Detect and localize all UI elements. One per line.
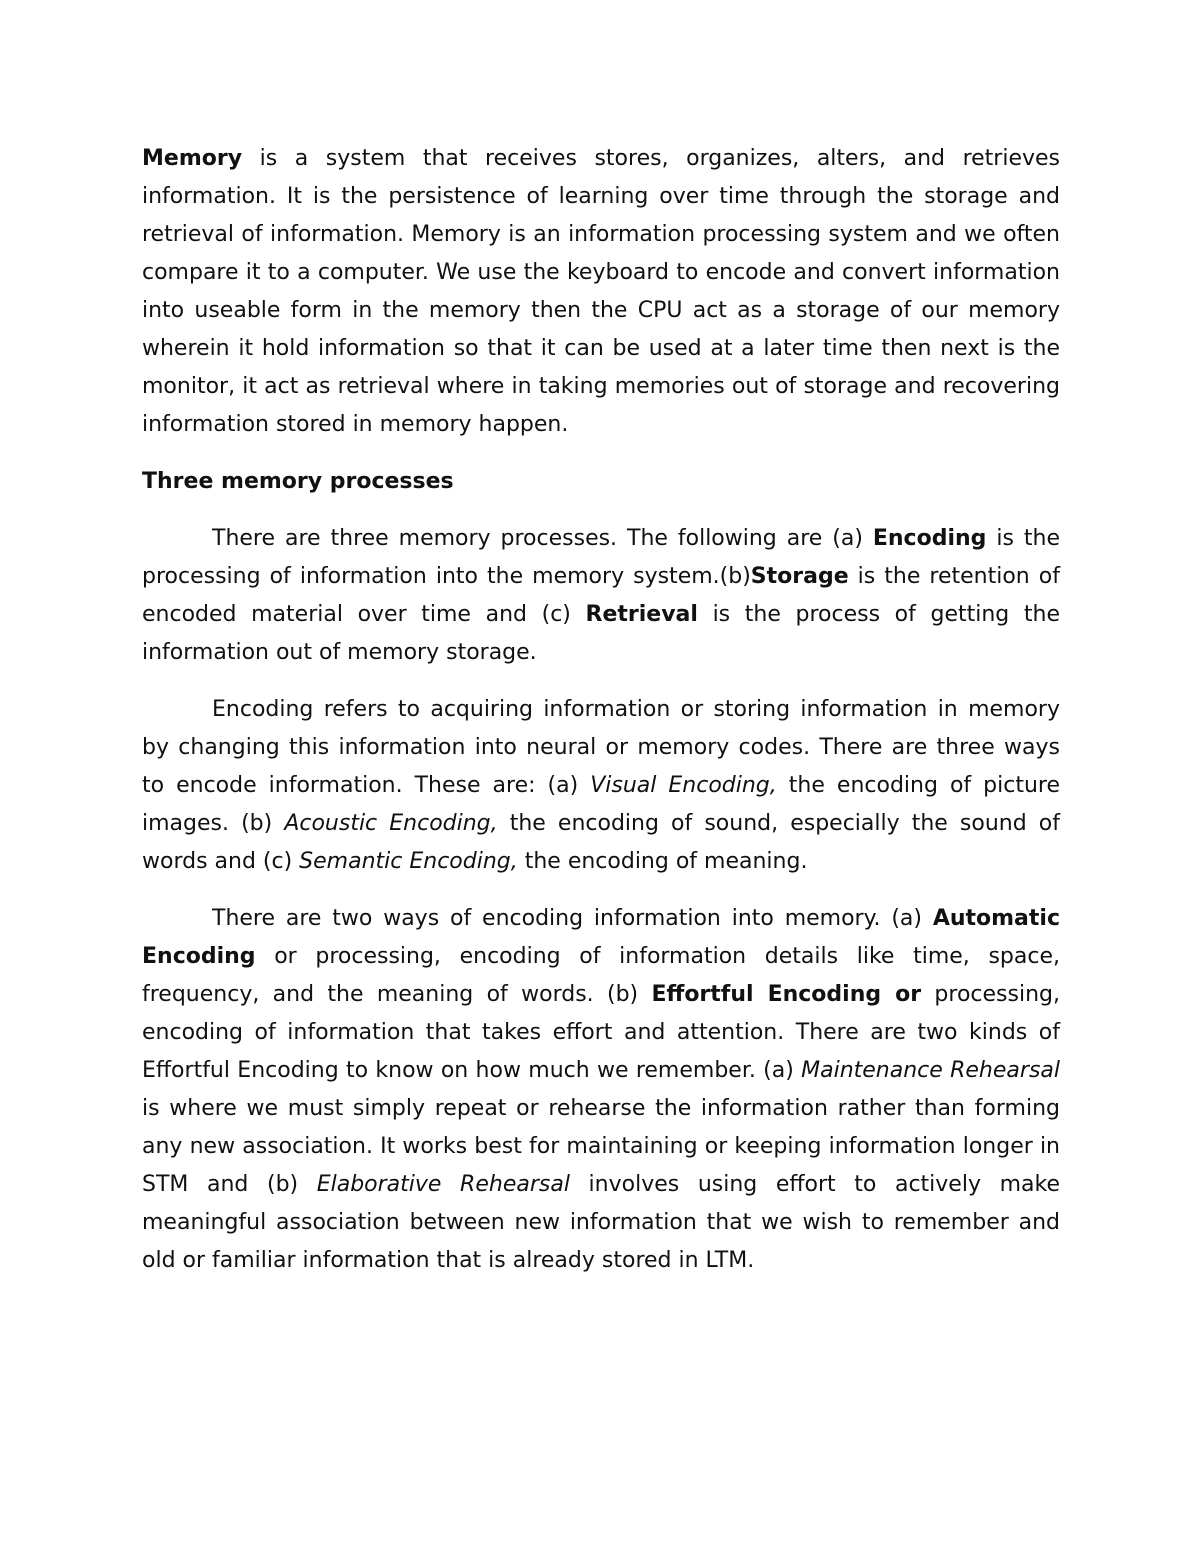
term-visual-encoding: Visual Encoding, [590, 773, 777, 798]
term-memory: Memory [142, 146, 243, 171]
paragraph-three-processes [142, 520, 1060, 672]
paragraph-text: processing, encoding of information that takes effort and attention. There are two kinds of Effortful Encoding to know on how much we remember. (a) [142, 982, 1060, 1083]
term-elaborative-rehearsal: Elaborative Rehearsal [316, 1172, 570, 1197]
paragraph-text: Encoding refers to acquiring information or storing information in memory by changing this information into neural or memory codes. There are three ways to encode information. These are: (a) [142, 697, 1060, 798]
paragraph-encoding-ways [142, 900, 1060, 1280]
paragraph-text: There are two ways of encoding information into memory. (a) [212, 906, 933, 931]
term-acoustic-encoding: Acoustic Encoding, [284, 811, 498, 836]
paragraph-text: is the processing of information into the memory system.(b) [142, 526, 1060, 589]
paragraph-text: is the process of getting the information out of memory storage. [142, 602, 1061, 665]
paragraph-encoding-types [142, 691, 1060, 881]
paragraph-text: involves using effort to actively make meaningful association between new information that we wish to remember and old or familiar information that is already stored in LTM. [142, 1172, 1060, 1273]
paragraph-text: the encoding of picture images. (b) [142, 773, 1060, 836]
paragraph-text: is the retention of encoded material over time and (c) [142, 564, 1060, 627]
term-retrieval: Retrieval [585, 602, 698, 627]
term-effortful-encoding: Effortful Encoding or [651, 982, 922, 1007]
term-storage: Storage [750, 564, 849, 589]
term-maintenance-rehearsal: Maintenance Rehearsal [801, 1058, 1060, 1083]
document-body [142, 140, 1060, 1299]
term-encoding: Encoding [872, 526, 987, 551]
paragraph-text: is a system that receives stores, organizes, alters, and retrieves information. It is the persistence of learning over time through the storage and retrieval of information. Memory is an information processing system and we often compare it to a computer. We use the keyboard to encode and convert information into useable form in the memory then the CPU act as a storage of our memory wherein it hold information so that it can be used at a later time then next is the monitor, it act as retrieval where in taking memories out of storage and recovering information stored in memory happen. [142, 146, 1060, 437]
paragraph-text: or processing, encoding of information details like time, space, frequency, and the meaning of words. (b) [142, 944, 1060, 1007]
paragraph-text: the encoding of meaning. [517, 849, 808, 874]
paragraph-memory-definition [142, 140, 1060, 444]
paragraph-text: is where we must simply repeat or rehearse the information rather than forming any new association. It works best for maintaining or keeping information longer in STM and (b) [142, 1096, 1060, 1197]
term-semantic-encoding: Semantic Encoding, [299, 849, 518, 874]
section-heading: Three memory processes [142, 469, 454, 494]
term-automatic-encoding: Automatic Encoding [142, 906, 1060, 969]
paragraph-text: There are three memory processes. The following are (a) [212, 526, 873, 551]
paragraph-text: the encoding of sound, especially the sound of words and (c) [142, 811, 1061, 874]
